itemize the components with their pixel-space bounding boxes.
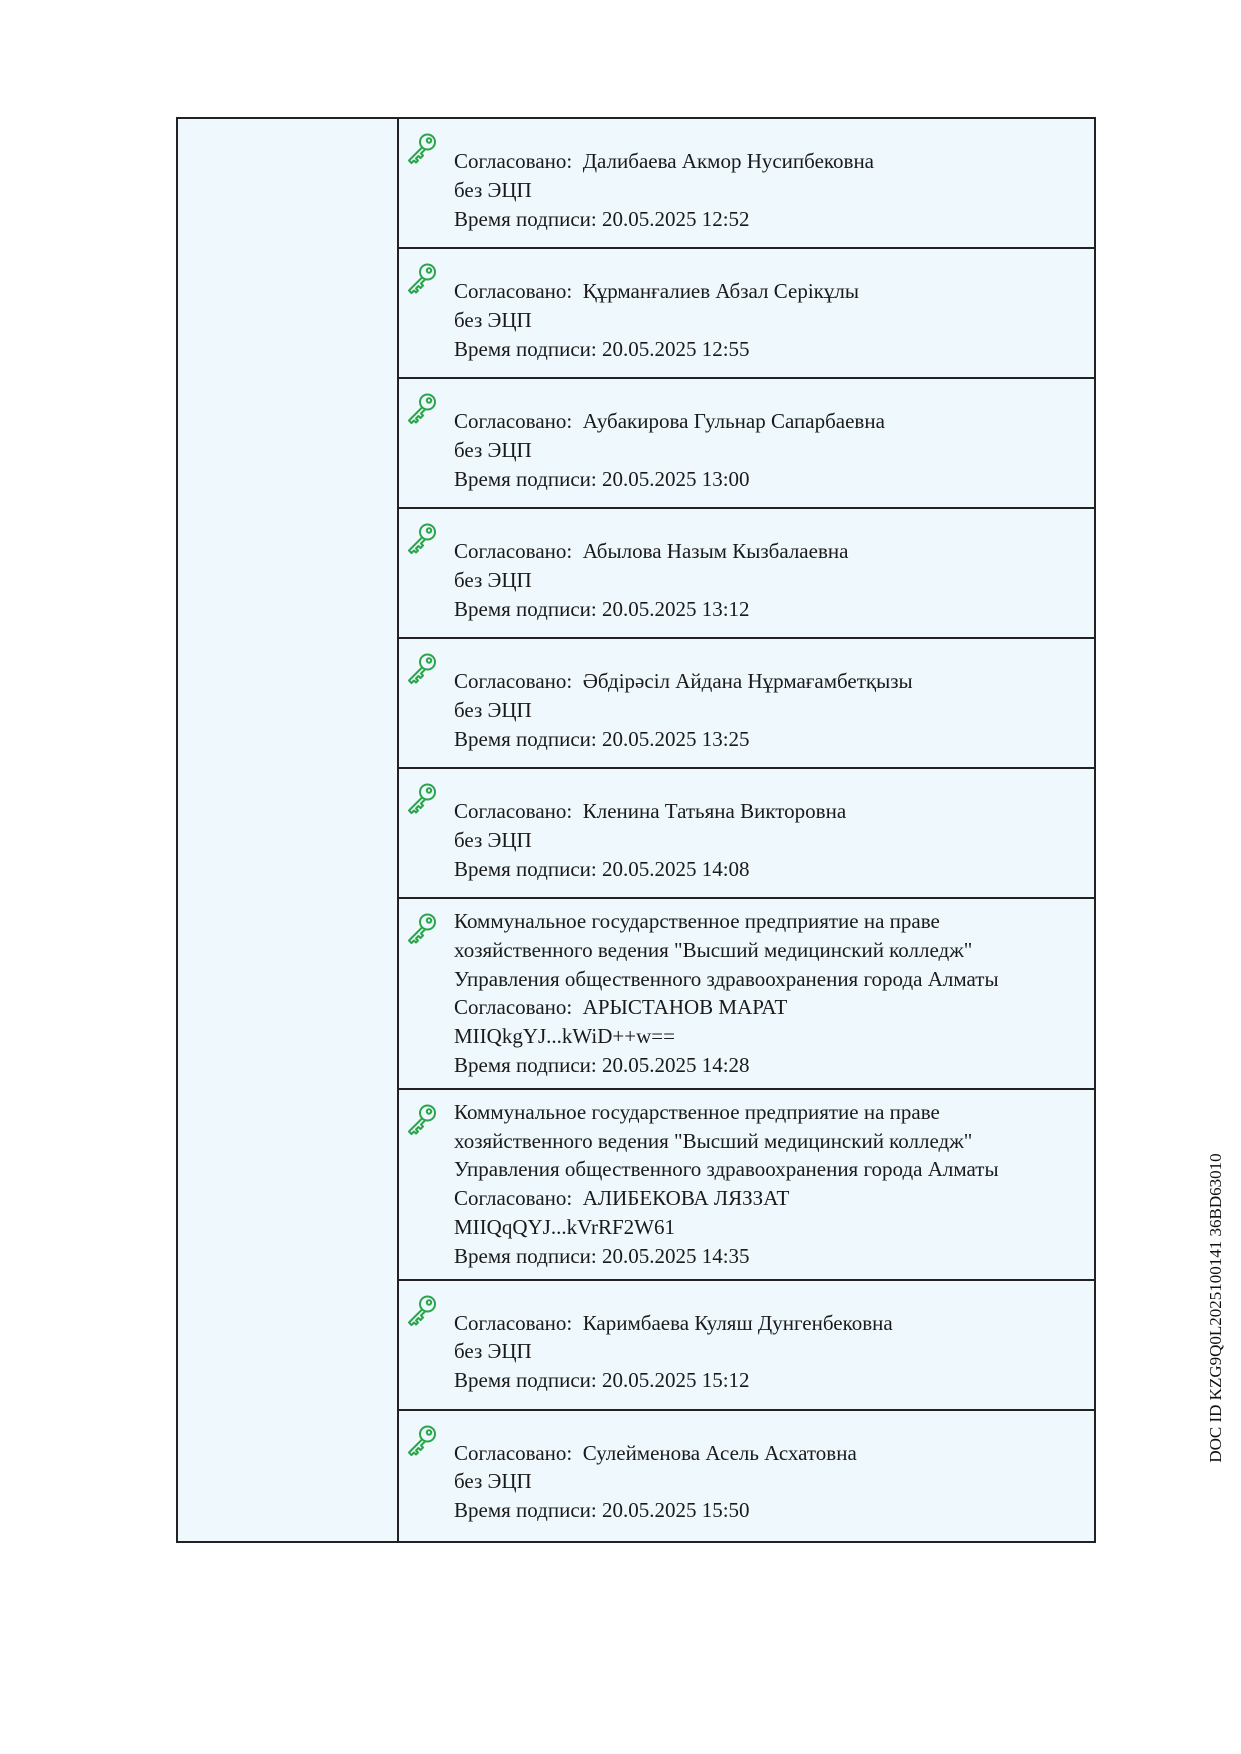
key-icon [405, 1423, 439, 1457]
key-icon [405, 521, 439, 555]
signature-table-left-column [178, 119, 399, 1541]
signature-entry [399, 899, 1094, 1090]
approval-signer: Согласовано: Сулейменова Асель Асхатовна [454, 1440, 857, 1465]
signature-time: Время подписи: 20.05.2025 13:12 [454, 596, 750, 621]
signature-entry [399, 1281, 1094, 1411]
key-icon [405, 391, 439, 425]
signature-certificate: без ЭЦП [454, 307, 532, 332]
signature-certificate: без ЭЦП [454, 1339, 532, 1364]
signature-certificate: MIIQqQYJ...kVrRF2W61 [454, 1214, 675, 1239]
key-icon [405, 911, 439, 945]
signature-time: Время подписи: 20.05.2025 15:12 [454, 1368, 750, 1393]
signature-time: Время подписи: 20.05.2025 14:35 [454, 1243, 750, 1268]
signature-entry [399, 249, 1094, 379]
signature-time: Время подписи: 20.05.2025 13:25 [454, 726, 750, 751]
signature-details [454, 521, 1084, 623]
key-icon [405, 131, 439, 165]
signature-details [454, 391, 1084, 493]
signature-certificate: без ЭЦП [454, 567, 532, 592]
approval-signer: Согласовано: Каримбаева Куляш Дунгенбековна [454, 1310, 893, 1335]
signature-time: Время подписи: 20.05.2025 12:52 [454, 206, 750, 231]
approval-signer: Согласовано: АРЫСТАНОВ МАРАТ [454, 995, 788, 1020]
signature-details [454, 1293, 1084, 1395]
signer-organization-line: Коммунальное государственное предприятие на праве [454, 909, 940, 933]
doc-id-stamp: DOC ID KZG9Q0L2025100141 36BD63010 [1206, 1153, 1225, 1463]
signature-certificate: без ЭЦП [454, 697, 532, 722]
signature-time: Время подписи: 20.05.2025 12:55 [454, 336, 750, 361]
signature-time: Время подписи: 20.05.2025 14:28 [454, 1052, 750, 1077]
signer-organization-line: Управления общественного здравоохранения города Алматы [454, 1157, 999, 1182]
key-icon [405, 1102, 439, 1136]
signature-time: Время подписи: 20.05.2025 13:00 [454, 466, 750, 491]
signature-details [454, 1098, 1084, 1271]
approval-signer: Согласовано: Аубакирова Гульнар Сапарбаевна [454, 409, 885, 433]
key-icon [405, 1293, 439, 1327]
signature-entry [399, 639, 1094, 769]
signature-time: Время подписи: 20.05.2025 15:50 [454, 1498, 750, 1523]
signature-details [454, 651, 1084, 753]
signature-time: Время подписи: 20.05.2025 14:08 [454, 856, 750, 881]
signature-entry [399, 509, 1094, 639]
signature-details [454, 261, 1084, 363]
approval-signer: Согласовано: Кленина Татьяна Викторовна [454, 799, 847, 823]
signer-organization-line: Управления общественного здравоохранения города Алматы [454, 966, 999, 991]
signature-certificate: MIIQkgYJ...kWiD++w== [454, 1024, 675, 1049]
signature-certificate: без ЭЦП [454, 1469, 532, 1494]
signer-organization-line: Коммунальное государственное предприятие на праве [454, 1099, 940, 1124]
signature-certificate: без ЭЦП [454, 177, 532, 202]
signature-table [176, 117, 1096, 1543]
key-icon [405, 651, 439, 685]
approval-signer: Согласовано: Абылова Назым Кызбалаевна [454, 539, 849, 563]
signature-entry [399, 119, 1094, 249]
signature-details [454, 131, 1084, 233]
signature-list [399, 119, 1094, 1541]
signature-entry [399, 379, 1094, 509]
key-icon [405, 781, 439, 815]
signature-details [454, 781, 1084, 883]
approval-signer: Согласовано: Құрманғалиев Абзал Серікұлы [454, 279, 859, 303]
signature-entry [399, 1090, 1094, 1281]
signer-organization-line: хозяйственного ведения "Высший медицинский колледж" [454, 1128, 973, 1153]
signature-certificate: без ЭЦП [454, 437, 532, 462]
signature-entry [399, 769, 1094, 899]
approval-signer: Согласовано: Далибаева Акмор Нусипбековна [454, 149, 874, 173]
signature-entry [399, 1411, 1094, 1541]
signature-details [454, 907, 1084, 1080]
key-icon [405, 261, 439, 295]
signature-details [454, 1423, 1084, 1525]
approval-signer: Согласовано: АЛИБЕКОВА ЛЯЗЗАТ [454, 1186, 790, 1211]
signature-certificate: без ЭЦП [454, 827, 532, 852]
approval-signer: Согласовано: Әбдірәсіл Айдана Нұрмағамбетқызы [454, 669, 913, 693]
signer-organization-line: хозяйственного ведения "Высший медицинский колледж" [454, 937, 973, 962]
